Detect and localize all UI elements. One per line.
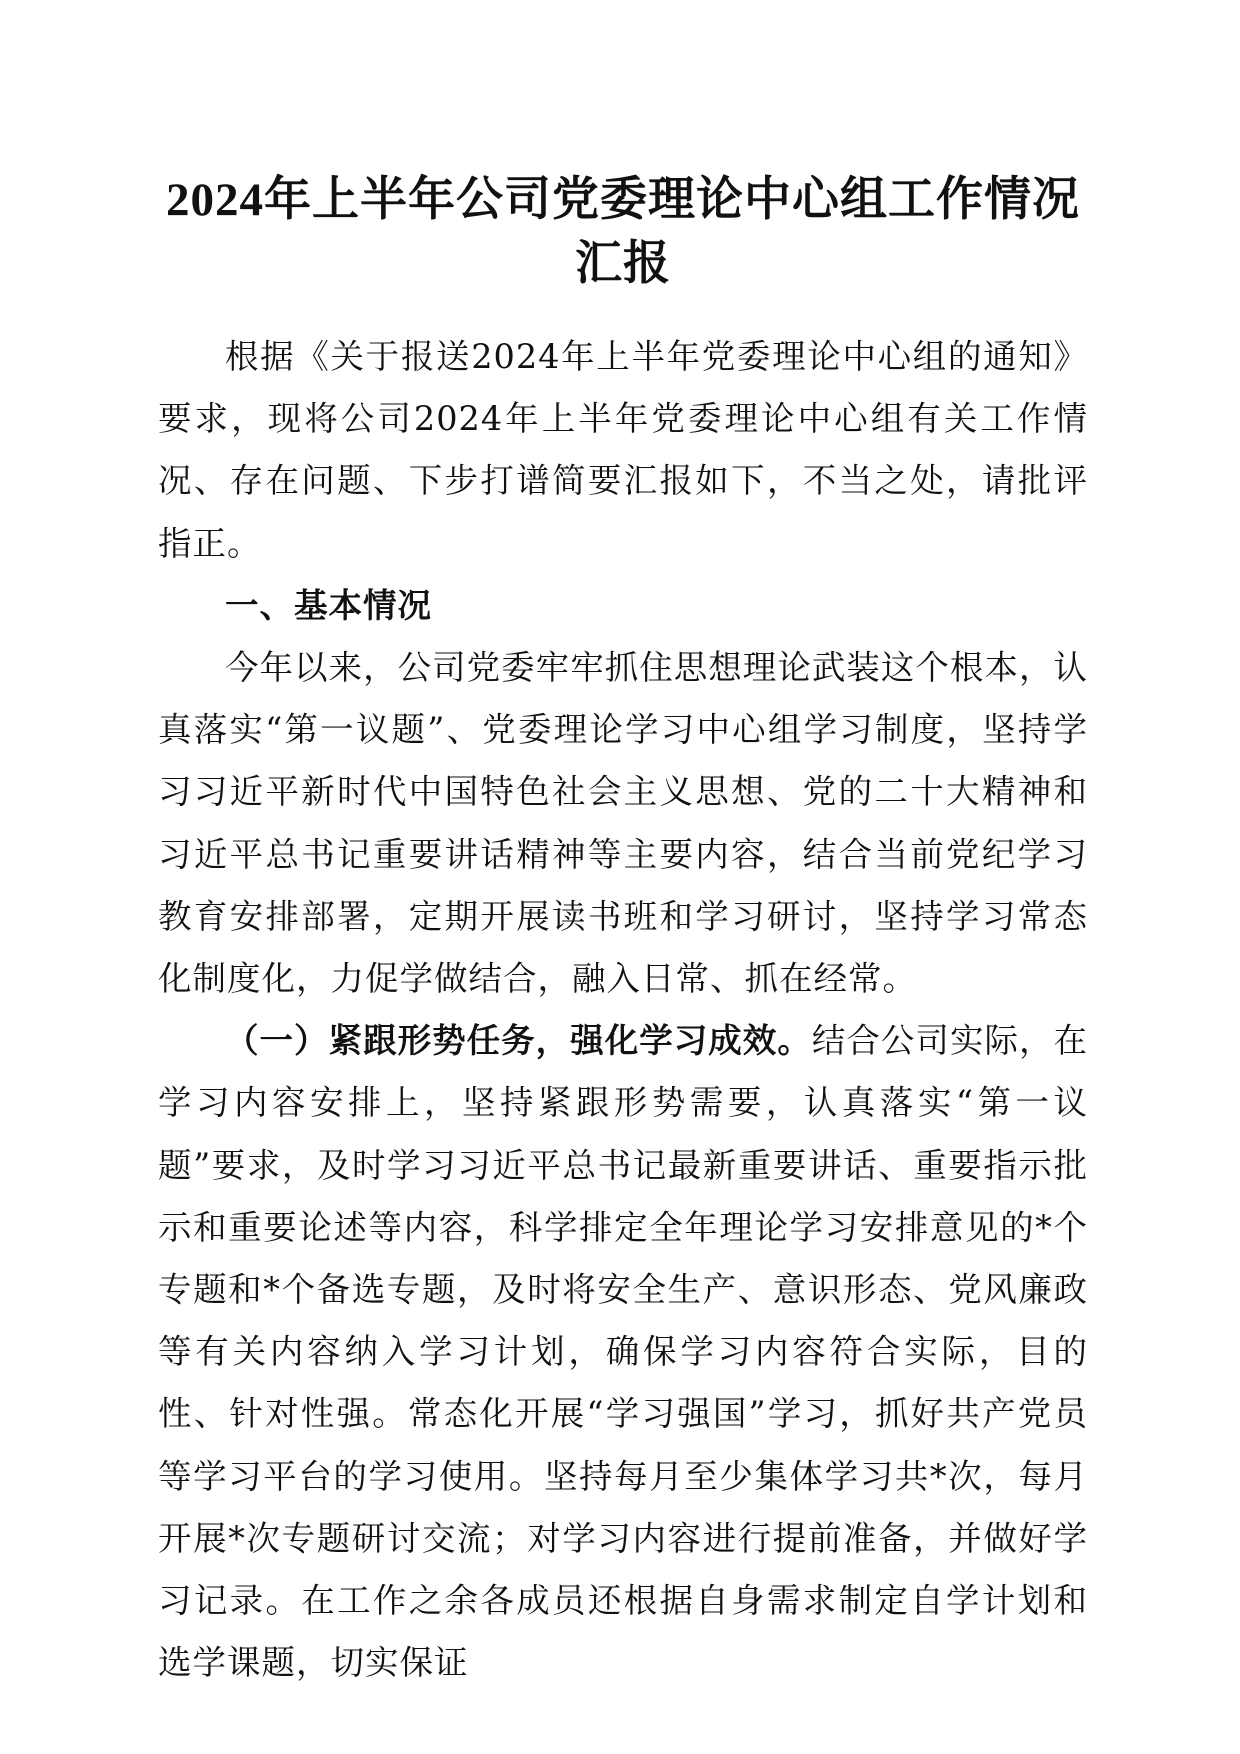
intro-paragraph: 根据《关于报送2024年上半年党委理论中心组的通知》要求，现将公司2024年上半年党委理论中心组有关工作情况、存在问题、下步打谱简要汇报如下，不当之处，请批评指正。 bbox=[158, 337, 1088, 563]
document-page bbox=[158, 168, 1088, 1694]
title-line-1: 2024年上半年公司党委理论中心组工作情况 bbox=[166, 174, 1080, 226]
subsection-1-lead: （一）紧跟形势任务，强化学习成效。 bbox=[225, 1021, 812, 1061]
document-title bbox=[158, 168, 1088, 296]
section-heading-basic-situation: 一、基本情况 bbox=[225, 585, 432, 625]
subsection-1-paragraph bbox=[158, 1010, 1088, 1694]
title-line-2: 汇报 bbox=[575, 238, 671, 290]
section-1-paragraph: 今年以来，公司党委牢牢抓住思想理论武装这个根本，认真落实“第一议题”、党委理论学习中心组学习制度，坚持学习习近平新时代中国特色社会主义思想、党的二十大精神和习近平总书记重要讲话精神等主要内容，结合当前党纪学习教育安排部署，定期开展读书班和学习研讨，坚持学习常态化制度化，力促学做结合，融入日常、抓在经常。 bbox=[158, 648, 1088, 999]
subsection-1-body: 结合公司实际，在学习内容安排上，坚持紧跟形势需要，认真落实“第一议题”要求，及时学习习近平总书记最新重要讲话、重要指示批示和重要论述等内容，科学排定全年理论学习安排意见的*个专题和*个备选专题，及时将安全生产、意识形态、党风廉政等有关内容纳入学习计划，确保学习内容符合实际，目的性、针对性强。常态化开展“学习强国”学习，抓好共产党员等学习平台的学习使用。坚持每月至少集体学习共*次，每月开展*次专题研讨交流；对学习内容进行提前准备，并做好学习记录。在工作之余各成员还根据自身需求制定自学计划和选学课题，切实保证 bbox=[158, 1021, 1089, 1683]
